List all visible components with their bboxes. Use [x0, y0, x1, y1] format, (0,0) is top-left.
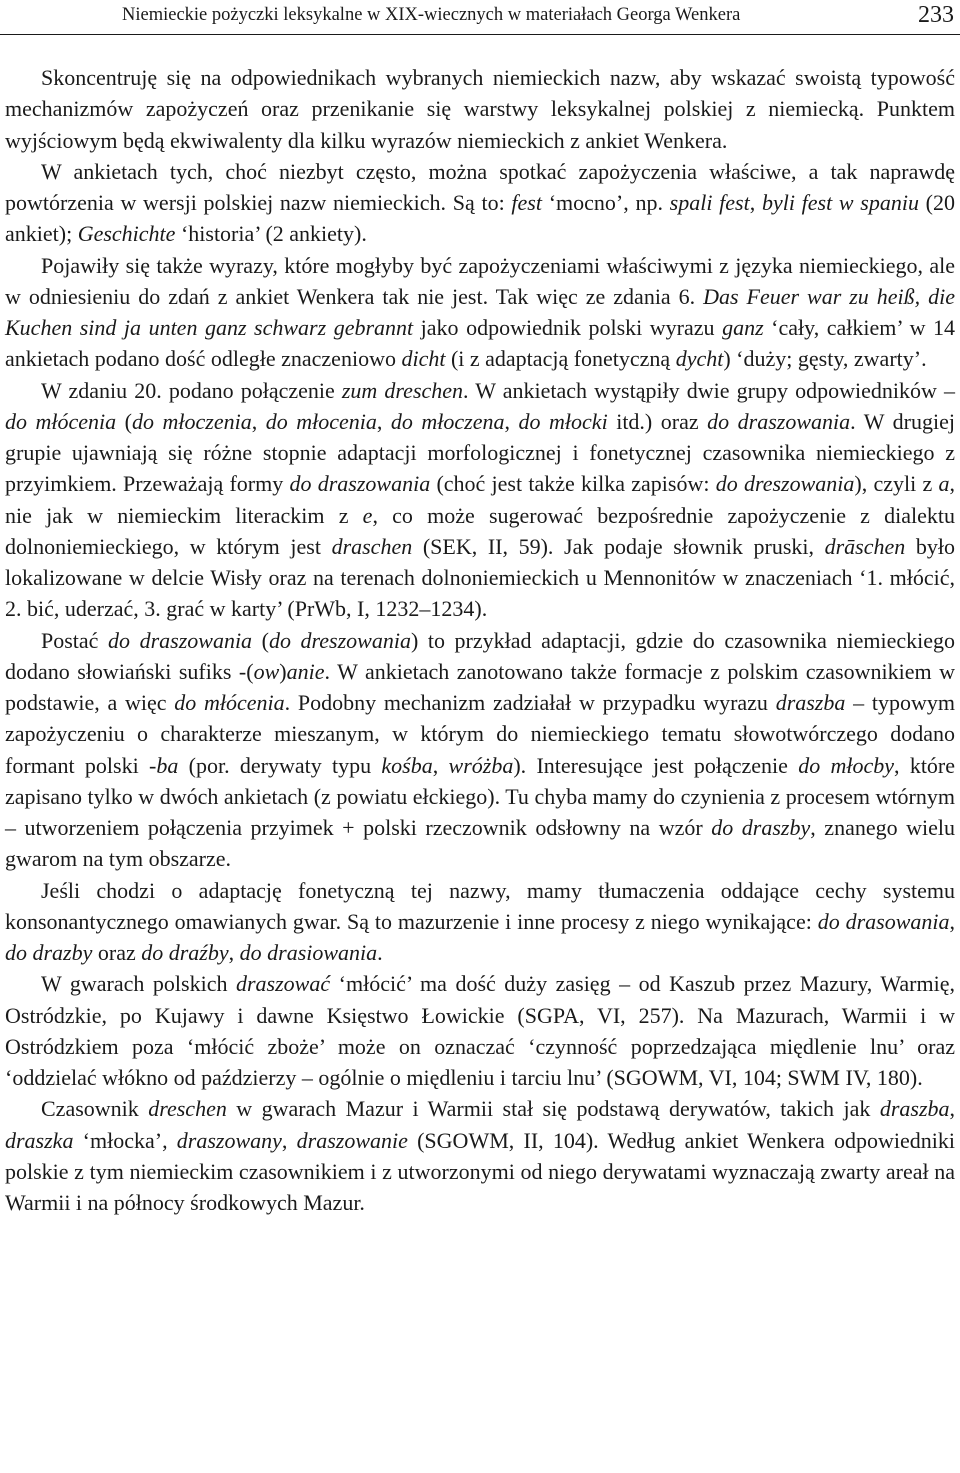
text-run: (SGOWM, II, 104). Według ankiet Wenkera odpowiedniki polskie z tym niemieckim czasownikiem i z utworzonymi od niego derywatami wyznaczają zwarty areał na Warmii i na północy środkowych Mazur.: [5, 1127, 956, 1215]
italic-term: ba: [156, 752, 179, 778]
text-run: ), czyli z: [854, 471, 939, 497]
italic-term: a: [938, 471, 950, 497]
italic-term: wróżba: [448, 752, 514, 778]
italic-term: do drazby: [5, 940, 93, 965]
text-run: (choć jest także kilka zapisów:: [430, 471, 716, 497]
italic-term: do draszowania: [289, 471, 431, 497]
italic-term: do młócenia: [174, 690, 285, 715]
text-run: . W drugiej grupie ujawniają się różne stopnie adaptacji morfologicznej i fonetycznej czasownika niemieckiego z przyimkiem. Przeważają formy: [5, 408, 955, 497]
text-run: (: [252, 627, 269, 653]
text-run: (20 ankiet);: [5, 190, 956, 247]
text-run: ‘młocka’,: [73, 1127, 177, 1153]
italic-term: do draszby: [711, 815, 811, 840]
running-header: [0, 0, 960, 34]
text-run: , które zapisano tylko w dwóch ankietach (z powiatu ełckiego). Tu chyba mamy do czynienia z procesem wtórnym – utworzeniem połączenia przyimek + polski rzeczownik odsłowny na wzór: [5, 752, 956, 840]
text-run: (i z adaptacją fonetyczną: [445, 346, 676, 372]
italic-term: do draszowania: [707, 408, 851, 434]
italic-term: kośba: [381, 752, 433, 778]
text-run: W gwarach polskich: [41, 971, 236, 997]
text-run: ‘cały, całkiem’ w 14 ankietach podano dość odległe znaczeniowo: [5, 315, 955, 372]
italic-term: do młoczenia: [132, 408, 252, 434]
header-rule: [0, 34, 960, 35]
italic-term: do młoczena: [390, 408, 505, 434]
italic-term: dreschen: [148, 1096, 227, 1122]
italic-term: draszba: [879, 1096, 950, 1122]
text-run: ‘młócić’ ma dość duży zasięg – od Kaszub przez Mazury, Warmię, Ostródzkie, po Kujawy i dawne Księstwo Łowickie (SGPA, VI, 257). Na Mazurach, Warmii i w Ostródzkiem poza ‘młócić zboże’ może on oznaczać ‘czynność poprzedzająca międlenie lnu’ oraz ‘oddzielać włókno od paździerzy – ogólnie o międleniu i tarciu lnu’ (SGOWM, VI, 104; SWM IV, 180).: [5, 971, 955, 1090]
text-run: , co może sugerować bezpośrednie zapożyczenie z dialektu dolnoniemieckiego, w którym jest: [5, 502, 955, 559]
text-run: było lokalizowane w delcie Wisły oraz na terenach dolnoniemieckich u Mennonitów w znaczeniach ‘1. młócić, 2. bić, uderzać, 3. grać w karty’ (PrWb, I, 1232–1234).: [5, 533, 956, 622]
text-run: . Podobny mechanizm zadziałał w przypadku wyrazu: [284, 690, 776, 715]
italic-term: do drasowania: [817, 908, 950, 934]
italic-term: do draźby: [141, 940, 229, 965]
text-run: ) to przykład adaptacji, gdzie do czasownika niemieckiego dodano słowiański sufiks -(: [5, 627, 956, 684]
italic-term: dicht: [401, 346, 446, 372]
paragraph: [5, 1093, 955, 1218]
paragraph: [5, 968, 955, 1093]
text-run: ‘mocno’, np.: [541, 190, 670, 215]
italic-term: draszowanie: [296, 1127, 408, 1153]
text-run: , znanego wielu gwarom na tym obszarze.: [5, 815, 956, 872]
italic-term: anie: [286, 658, 325, 684]
text-run: ,: [228, 940, 240, 965]
text-run: Postać: [41, 627, 109, 653]
paragraph: [5, 156, 955, 250]
running-title: Niemieckie pożyczki leksykalne w XIX-wiecznych w materiałach Georga Wenkera: [122, 5, 741, 25]
italic-term: dycht: [675, 346, 724, 372]
italic-term: do młócenia: [5, 408, 117, 434]
italic-term: ganz: [722, 315, 764, 340]
italic-term: do drasiowania: [239, 940, 378, 965]
text-run: Skoncentruję się na odpowiednikach wybranych niemieckich nazw, aby wskazać swoistą typowość mechanizmów zapożyczeń oraz przenikanie się warstwy leksykalnej polskiej z niemiecką. Punktem wyjściowym będą ekwiwalenty dla kilku wyrazów niemieckich z ankiet Wenkera.: [5, 65, 955, 153]
text-run: . W ankietach wystąpiły dwie grupy odpowiedników –: [463, 377, 955, 403]
text-run: ) ‘duży; gęsty, zwarty’.: [723, 346, 927, 372]
text-run: .: [377, 940, 383, 965]
italic-term: do młocby: [798, 752, 895, 778]
paragraph: [5, 625, 955, 875]
italic-term: zum dreschen: [341, 377, 464, 403]
italic-term: draszka: [5, 1127, 74, 1153]
text-run: , nie jak w niemieckim literackim z: [5, 471, 955, 528]
text-run: ,: [281, 1127, 297, 1153]
text-run: ,: [749, 190, 762, 215]
italic-term: draszować: [236, 971, 331, 997]
text-run: w gwarach Mazur i Warmii stał się podstawą derywatów, takich jak: [226, 1096, 880, 1122]
paragraph: [5, 250, 955, 375]
italic-term: do draszowania: [108, 627, 253, 653]
italic-term: spali fest: [669, 190, 750, 215]
italic-term: draszba: [775, 690, 846, 715]
text-run: (SEK, II, 59). Jak podaje słownik pruski,: [412, 533, 825, 559]
text-run: (: [116, 408, 132, 434]
text-run: ,: [504, 408, 519, 434]
text-run: oraz: [92, 940, 142, 965]
italic-term: do dreszowania: [268, 627, 411, 653]
text-run: Jeśli chodzi o adaptację fonetyczną tej nazwy, mamy tłumaczenia oddające cechy systemu konsonantycznego omawianych gwar. Są to mazurzenie i inne procesy z niego wynikające:: [5, 877, 955, 934]
text-run: ‘historia’ (2 ankiety).: [175, 221, 367, 247]
text-run: ,: [432, 752, 449, 778]
text-run: ,: [949, 908, 955, 934]
italic-term: Das Feuer war zu heiß, die Kuchen sind ja unten ganz schwarz gebrannt: [5, 283, 955, 340]
text-run: W ankietach tych, choć niezbyt często, można spotkać zapożyczenia właściwe, a tak naprawdę powtórzenia w wersji polskiej nazw niemieckich. Są to:: [5, 158, 955, 215]
italic-term: fest: [511, 190, 542, 215]
italic-term: ow: [253, 658, 280, 684]
text-run: ): [279, 658, 287, 684]
text-run: Czasownik: [41, 1096, 149, 1122]
paragraph: [5, 875, 955, 969]
body-text: [5, 62, 955, 1218]
text-run: ,: [251, 408, 266, 434]
text-run: ). Interesujące jest połączenie: [513, 752, 799, 778]
text-run: (por. derywaty typu: [178, 752, 382, 778]
text-run: . W ankietach zanotowano także formacje z polskim czasownikiem w podstawie, a więc: [5, 658, 955, 715]
italic-term: do dreszowania: [715, 471, 855, 497]
text-run: – typowym zapożyczeniu o charakterze mieszanym, w którym do niemieckiego tematu słowotwórczego dodano formant polski -: [5, 690, 955, 778]
italic-term: draschen: [331, 533, 413, 559]
text-run: ,: [376, 408, 391, 434]
italic-term: drāschen: [824, 533, 906, 559]
italic-term: do młocenia: [265, 408, 377, 434]
italic-term: do młocki: [518, 408, 608, 434]
italic-term: e: [362, 502, 373, 528]
page-number: 233: [918, 2, 954, 28]
text-run: itd.) oraz: [607, 408, 708, 434]
text-run: jako odpowiednik polski wyrazu: [413, 315, 723, 340]
paragraph: [5, 62, 955, 156]
text-run: W zdaniu 20. podano połączenie: [41, 377, 342, 403]
italic-term: Geschichte: [77, 221, 176, 247]
italic-term: byli fest w spaniu: [761, 190, 919, 215]
text-run: Pojawiły się także wyrazy, które mogłyby być zapożyczeniami właściwymi z języka niemieckiego, ale w odniesieniu do zdań z ankiet Wenkera tak nie jest. Tak więc ze zdania 6.: [5, 252, 955, 309]
italic-term: draszowany: [176, 1127, 282, 1153]
paragraph: [5, 375, 955, 625]
text-run: ,: [949, 1096, 956, 1122]
